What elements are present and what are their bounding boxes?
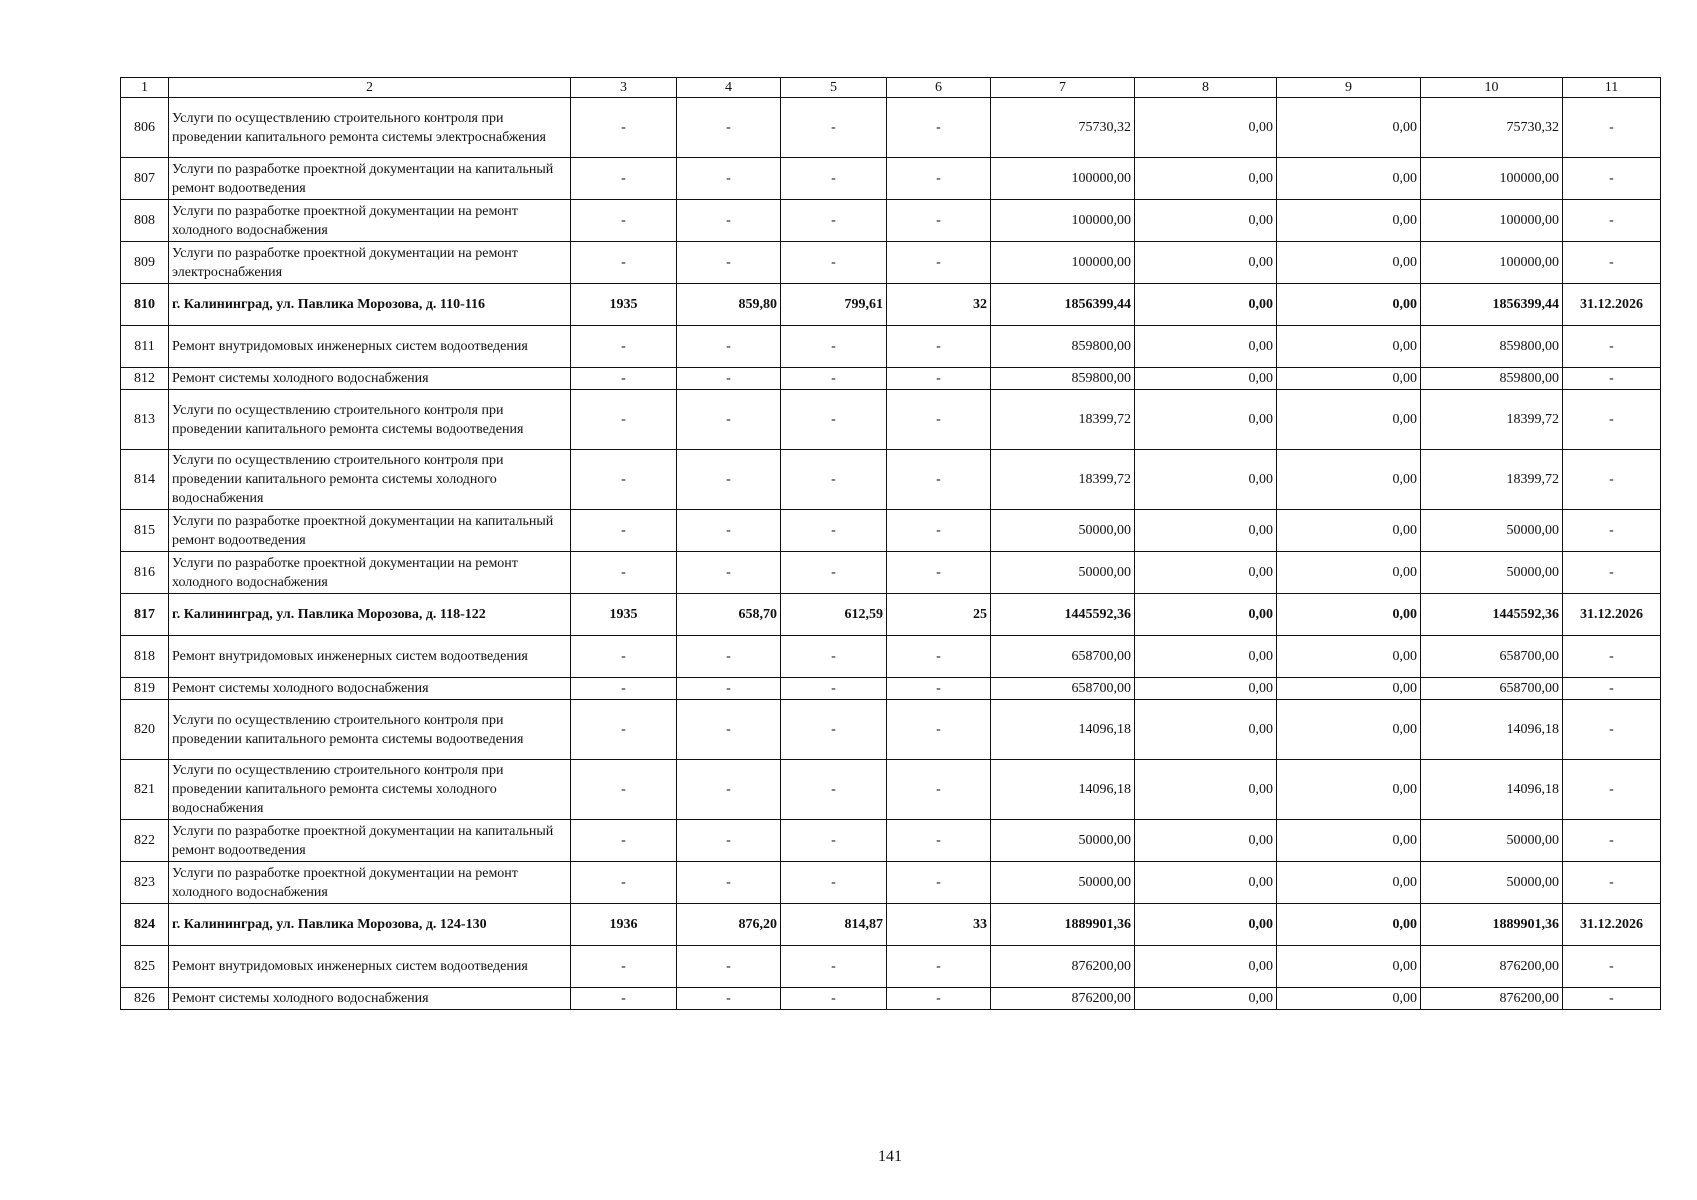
cell-col8: 0,00	[1135, 904, 1277, 946]
cell-col6: -	[887, 368, 991, 390]
cell-col8: 0,00	[1135, 390, 1277, 450]
cell-col6: -	[887, 98, 991, 158]
cell-col3: 1935	[571, 594, 677, 636]
table-row	[121, 594, 1661, 636]
cell-col5: -	[781, 390, 887, 450]
cell-col4: 658,70	[677, 594, 781, 636]
cell-col3: -	[571, 450, 677, 510]
cell-col6: -	[887, 946, 991, 988]
row-number: 824	[121, 904, 169, 946]
work-description: Услуги по разработке проектной документации на ремонт холодного водоснабжения	[169, 200, 571, 242]
cell-col4: -	[677, 98, 781, 158]
cell-col4: -	[677, 200, 781, 242]
cell-col4: -	[677, 158, 781, 200]
cell-col7: 14096,18	[991, 700, 1135, 760]
cell-col5: -	[781, 98, 887, 158]
cell-col7: 50000,00	[991, 862, 1135, 904]
row-number: 817	[121, 594, 169, 636]
cell-col11: -	[1563, 678, 1661, 700]
cell-col8: 0,00	[1135, 552, 1277, 594]
column-header-3: 3	[571, 78, 677, 98]
cell-col7: 18399,72	[991, 390, 1135, 450]
cell-col10: 876200,00	[1421, 946, 1563, 988]
cell-col9: 0,00	[1277, 904, 1421, 946]
work-description: Ремонт системы холодного водоснабжения	[169, 988, 571, 1010]
cell-col11: -	[1563, 700, 1661, 760]
cell-col4: -	[677, 988, 781, 1010]
cell-col10: 100000,00	[1421, 158, 1563, 200]
row-number: 806	[121, 98, 169, 158]
cell-col4: -	[677, 368, 781, 390]
table-row	[121, 510, 1661, 552]
table-row	[121, 636, 1661, 678]
cell-col7: 100000,00	[991, 158, 1135, 200]
cell-col8: 0,00	[1135, 700, 1277, 760]
cell-col4: -	[677, 700, 781, 760]
row-number: 816	[121, 552, 169, 594]
cell-col5: -	[781, 510, 887, 552]
cell-col3: -	[571, 760, 677, 820]
cell-col6: -	[887, 242, 991, 284]
cell-col11: -	[1563, 552, 1661, 594]
cell-col8: 0,00	[1135, 158, 1277, 200]
cell-col11: -	[1563, 510, 1661, 552]
cell-col6: -	[887, 820, 991, 862]
cell-col4: -	[677, 678, 781, 700]
cell-col6: -	[887, 552, 991, 594]
cell-col6: -	[887, 988, 991, 1010]
table-row	[121, 862, 1661, 904]
cell-col6: 32	[887, 284, 991, 326]
work-description: Услуги по разработке проектной документации на капитальный ремонт водоотведения	[169, 158, 571, 200]
row-number: 821	[121, 760, 169, 820]
cell-col7: 50000,00	[991, 820, 1135, 862]
column-header-9: 9	[1277, 78, 1421, 98]
cell-col4: -	[677, 636, 781, 678]
cell-col3: -	[571, 988, 677, 1010]
cell-col6: -	[887, 700, 991, 760]
cell-col7: 859800,00	[991, 368, 1135, 390]
cell-col7: 1889901,36	[991, 904, 1135, 946]
cell-col8: 0,00	[1135, 98, 1277, 158]
cell-col8: 0,00	[1135, 636, 1277, 678]
cell-col9: 0,00	[1277, 636, 1421, 678]
row-number: 818	[121, 636, 169, 678]
row-number: 826	[121, 988, 169, 1010]
row-number: 822	[121, 820, 169, 862]
cell-col9: 0,00	[1277, 820, 1421, 862]
work-description: г. Калининград, ул. Павлика Морозова, д. 118-122	[169, 594, 571, 636]
cell-col10: 18399,72	[1421, 390, 1563, 450]
cell-col5: -	[781, 326, 887, 368]
table-row	[121, 368, 1661, 390]
cell-col3: -	[571, 98, 677, 158]
cell-col6: -	[887, 636, 991, 678]
cell-col8: 0,00	[1135, 678, 1277, 700]
cell-col10: 50000,00	[1421, 510, 1563, 552]
row-number: 815	[121, 510, 169, 552]
cell-col11: -	[1563, 242, 1661, 284]
work-description: Услуги по осуществлению строительного контроля при проведении капитального ремонта системы холодного водоснабжения	[169, 450, 571, 510]
cell-col4: -	[677, 242, 781, 284]
cell-col9: 0,00	[1277, 284, 1421, 326]
cell-col5: -	[781, 862, 887, 904]
cell-col5: -	[781, 678, 887, 700]
cell-col7: 658700,00	[991, 636, 1135, 678]
cell-col10: 18399,72	[1421, 450, 1563, 510]
cell-col6: -	[887, 200, 991, 242]
table-row	[121, 390, 1661, 450]
table-row	[121, 760, 1661, 820]
work-description: Ремонт внутридомовых инженерных систем водоотведения	[169, 946, 571, 988]
cell-col7: 1856399,44	[991, 284, 1135, 326]
column-header-4: 4	[677, 78, 781, 98]
cell-col6: 33	[887, 904, 991, 946]
cell-col5: -	[781, 450, 887, 510]
cell-col4: 859,80	[677, 284, 781, 326]
cell-col7: 18399,72	[991, 450, 1135, 510]
cell-col4: -	[677, 760, 781, 820]
cell-col7: 876200,00	[991, 946, 1135, 988]
cell-col3: 1936	[571, 904, 677, 946]
cell-col6: -	[887, 450, 991, 510]
cell-col8: 0,00	[1135, 326, 1277, 368]
work-description: Услуги по разработке проектной документации на ремонт электроснабжения	[169, 242, 571, 284]
column-header-11: 11	[1563, 78, 1661, 98]
cell-col3: -	[571, 678, 677, 700]
cell-col8: 0,00	[1135, 284, 1277, 326]
cell-col10: 658700,00	[1421, 678, 1563, 700]
cell-col10: 14096,18	[1421, 760, 1563, 820]
cell-col3: -	[571, 552, 677, 594]
row-number: 819	[121, 678, 169, 700]
cell-col4: 876,20	[677, 904, 781, 946]
table-row	[121, 158, 1661, 200]
cell-col7: 1445592,36	[991, 594, 1135, 636]
table-row	[121, 450, 1661, 510]
cell-col9: 0,00	[1277, 242, 1421, 284]
table-row	[121, 98, 1661, 158]
cell-col6: -	[887, 678, 991, 700]
cell-col8: 0,00	[1135, 594, 1277, 636]
cell-col9: 0,00	[1277, 326, 1421, 368]
cell-col3: -	[571, 862, 677, 904]
row-number: 823	[121, 862, 169, 904]
work-description: Услуги по разработке проектной документации на капитальный ремонт водоотведения	[169, 510, 571, 552]
cell-col11: 31.12.2026	[1563, 904, 1661, 946]
work-description: Услуги по разработке проектной документации на ремонт холодного водоснабжения	[169, 552, 571, 594]
cell-col4: -	[677, 946, 781, 988]
cell-col10: 100000,00	[1421, 200, 1563, 242]
cell-col7: 75730,32	[991, 98, 1135, 158]
work-description: Услуги по осуществлению строительного контроля при проведении капитального ремонта системы водоотведения	[169, 390, 571, 450]
cell-col10: 859800,00	[1421, 326, 1563, 368]
cell-col10: 50000,00	[1421, 552, 1563, 594]
cell-col5: 799,61	[781, 284, 887, 326]
column-header-5: 5	[781, 78, 887, 98]
cell-col5: -	[781, 636, 887, 678]
cell-col10: 876200,00	[1421, 988, 1563, 1010]
cell-col3: -	[571, 200, 677, 242]
cell-col5: -	[781, 820, 887, 862]
cell-col8: 0,00	[1135, 368, 1277, 390]
cell-col4: -	[677, 552, 781, 594]
cell-col7: 100000,00	[991, 200, 1135, 242]
cell-col5: 612,59	[781, 594, 887, 636]
cell-col3: -	[571, 326, 677, 368]
cell-col9: 0,00	[1277, 368, 1421, 390]
cell-col11: -	[1563, 390, 1661, 450]
cell-col8: 0,00	[1135, 242, 1277, 284]
cell-col11: -	[1563, 326, 1661, 368]
cell-col6: -	[887, 158, 991, 200]
cell-col5: -	[781, 946, 887, 988]
cell-col11: -	[1563, 760, 1661, 820]
cell-col3: -	[571, 368, 677, 390]
row-number: 810	[121, 284, 169, 326]
cell-col3: -	[571, 158, 677, 200]
cell-col4: -	[677, 326, 781, 368]
cell-col7: 14096,18	[991, 760, 1135, 820]
row-number: 811	[121, 326, 169, 368]
cell-col8: 0,00	[1135, 200, 1277, 242]
cell-col9: 0,00	[1277, 390, 1421, 450]
column-header-8: 8	[1135, 78, 1277, 98]
table-row	[121, 946, 1661, 988]
header-row	[121, 78, 1661, 98]
work-description: Услуги по осуществлению строительного контроля при проведении капитального ремонта системы водоотведения	[169, 700, 571, 760]
row-number: 812	[121, 368, 169, 390]
row-number: 814	[121, 450, 169, 510]
cell-col10: 50000,00	[1421, 820, 1563, 862]
cell-col6: -	[887, 862, 991, 904]
cell-col9: 0,00	[1277, 98, 1421, 158]
cell-col4: -	[677, 510, 781, 552]
cell-col6: -	[887, 326, 991, 368]
work-description: г. Калининград, ул. Павлика Морозова, д. 124-130	[169, 904, 571, 946]
table-row	[121, 700, 1661, 760]
cell-col3: 1935	[571, 284, 677, 326]
cell-col5: -	[781, 988, 887, 1010]
cell-col4: -	[677, 820, 781, 862]
table-row	[121, 242, 1661, 284]
row-number: 809	[121, 242, 169, 284]
column-header-6: 6	[887, 78, 991, 98]
table-row	[121, 904, 1661, 946]
cell-col6: 25	[887, 594, 991, 636]
column-header-1: 1	[121, 78, 169, 98]
cell-col10: 100000,00	[1421, 242, 1563, 284]
cell-col5: -	[781, 242, 887, 284]
cell-col5: -	[781, 552, 887, 594]
cell-col11: -	[1563, 98, 1661, 158]
cell-col11: -	[1563, 820, 1661, 862]
cell-col4: -	[677, 450, 781, 510]
cell-col8: 0,00	[1135, 988, 1277, 1010]
cell-col3: -	[571, 820, 677, 862]
cell-col9: 0,00	[1277, 700, 1421, 760]
cell-col10: 75730,32	[1421, 98, 1563, 158]
cell-col10: 658700,00	[1421, 636, 1563, 678]
cell-col3: -	[571, 700, 677, 760]
cell-col7: 50000,00	[991, 552, 1135, 594]
cell-col9: 0,00	[1277, 158, 1421, 200]
column-header-10: 10	[1421, 78, 1563, 98]
cell-col7: 658700,00	[991, 678, 1135, 700]
page-number: 141	[878, 1148, 902, 1165]
cell-col9: 0,00	[1277, 862, 1421, 904]
row-number: 825	[121, 946, 169, 988]
work-description: Услуги по разработке проектной документации на капитальный ремонт водоотведения	[169, 820, 571, 862]
cell-col7: 876200,00	[991, 988, 1135, 1010]
cell-col10: 1889901,36	[1421, 904, 1563, 946]
work-description: Услуги по осуществлению строительного контроля при проведении капитального ремонта системы холодного водоснабжения	[169, 760, 571, 820]
cell-col10: 50000,00	[1421, 862, 1563, 904]
cell-col10: 1856399,44	[1421, 284, 1563, 326]
cell-col5: -	[781, 200, 887, 242]
cell-col11: -	[1563, 200, 1661, 242]
cell-col10: 1445592,36	[1421, 594, 1563, 636]
cell-col11: 31.12.2026	[1563, 594, 1661, 636]
work-description: Услуги по осуществлению строительного контроля при проведении капитального ремонта системы электроснабжения	[169, 98, 571, 158]
cell-col5: 814,87	[781, 904, 887, 946]
cell-col10: 859800,00	[1421, 368, 1563, 390]
cell-col11: -	[1563, 158, 1661, 200]
cell-col11: -	[1563, 862, 1661, 904]
cell-col3: -	[571, 510, 677, 552]
cell-col11: -	[1563, 450, 1661, 510]
cell-col6: -	[887, 510, 991, 552]
cell-col11: -	[1563, 988, 1661, 1010]
cell-col9: 0,00	[1277, 760, 1421, 820]
cell-col8: 0,00	[1135, 862, 1277, 904]
cell-col9: 0,00	[1277, 450, 1421, 510]
cell-col5: -	[781, 368, 887, 390]
work-description: Ремонт системы холодного водоснабжения	[169, 678, 571, 700]
cell-col9: 0,00	[1277, 510, 1421, 552]
cell-col7: 859800,00	[991, 326, 1135, 368]
work-description: г. Калининград, ул. Павлика Морозова, д. 110-116	[169, 284, 571, 326]
work-description: Ремонт внутридомовых инженерных систем водоотведения	[169, 636, 571, 678]
table-row	[121, 678, 1661, 700]
cell-col3: -	[571, 946, 677, 988]
cell-col9: 0,00	[1277, 678, 1421, 700]
table-row	[121, 988, 1661, 1010]
cell-col10: 14096,18	[1421, 700, 1563, 760]
cell-col3: -	[571, 390, 677, 450]
table-row	[121, 326, 1661, 368]
row-number: 808	[121, 200, 169, 242]
table-row	[121, 552, 1661, 594]
cell-col5: -	[781, 760, 887, 820]
cell-col9: 0,00	[1277, 988, 1421, 1010]
table-row	[121, 284, 1661, 326]
cell-col11: 31.12.2026	[1563, 284, 1661, 326]
cell-col3: -	[571, 636, 677, 678]
cell-col4: -	[677, 390, 781, 450]
cell-col4: -	[677, 862, 781, 904]
work-description: Ремонт системы холодного водоснабжения	[169, 368, 571, 390]
budget-table	[120, 77, 1661, 1010]
cell-col9: 0,00	[1277, 594, 1421, 636]
cell-col5: -	[781, 700, 887, 760]
column-header-2: 2	[169, 78, 571, 98]
cell-col11: -	[1563, 636, 1661, 678]
cell-col8: 0,00	[1135, 450, 1277, 510]
cell-col9: 0,00	[1277, 552, 1421, 594]
cell-col8: 0,00	[1135, 946, 1277, 988]
table-row	[121, 820, 1661, 862]
cell-col8: 0,00	[1135, 820, 1277, 862]
row-number: 820	[121, 700, 169, 760]
cell-col6: -	[887, 390, 991, 450]
table-body	[121, 98, 1661, 1010]
cell-col7: 100000,00	[991, 242, 1135, 284]
work-description: Услуги по разработке проектной документации на ремонт холодного водоснабжения	[169, 862, 571, 904]
cell-col3: -	[571, 242, 677, 284]
table-row	[121, 200, 1661, 242]
cell-col8: 0,00	[1135, 510, 1277, 552]
row-number: 807	[121, 158, 169, 200]
cell-col11: -	[1563, 368, 1661, 390]
cell-col6: -	[887, 760, 991, 820]
cell-col8: 0,00	[1135, 760, 1277, 820]
cell-col11: -	[1563, 946, 1661, 988]
work-description: Ремонт внутридомовых инженерных систем водоотведения	[169, 326, 571, 368]
cell-col9: 0,00	[1277, 200, 1421, 242]
column-header-7: 7	[991, 78, 1135, 98]
row-number: 813	[121, 390, 169, 450]
table-header	[121, 78, 1661, 98]
cell-col5: -	[781, 158, 887, 200]
cell-col7: 50000,00	[991, 510, 1135, 552]
cell-col9: 0,00	[1277, 946, 1421, 988]
